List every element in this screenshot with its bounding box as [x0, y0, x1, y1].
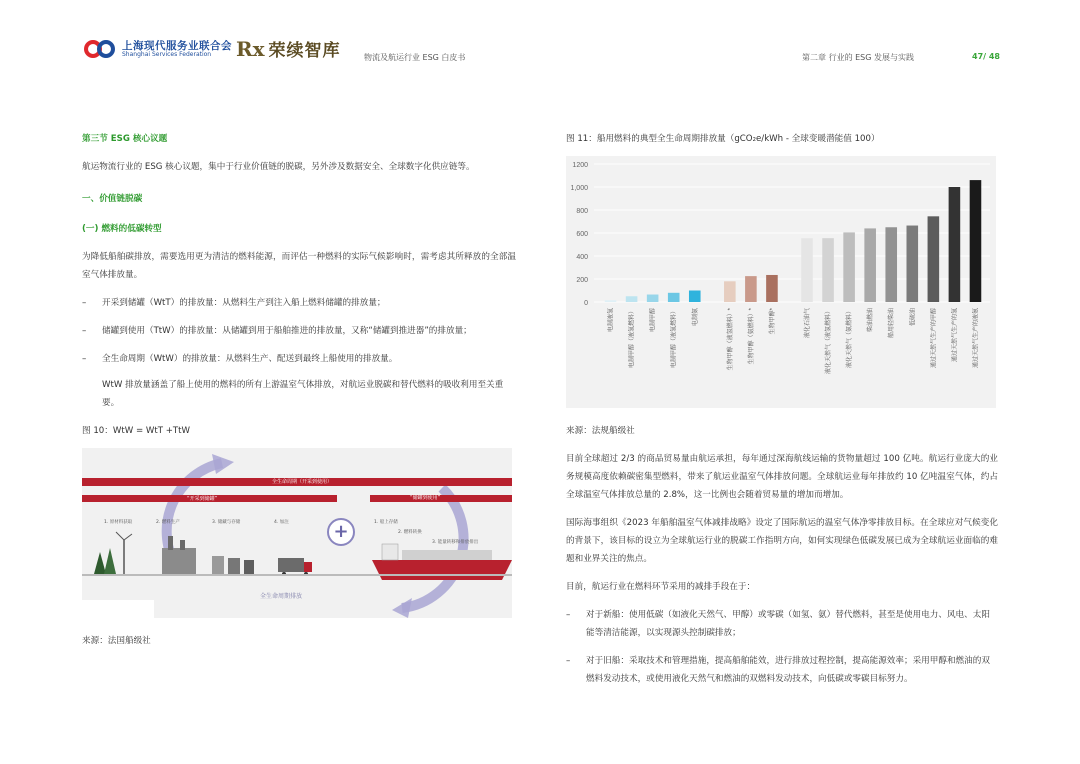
x-tick-label: 电制氨	[692, 308, 699, 327]
bar	[689, 291, 701, 303]
x-tick-label: 液化天然气（液氢燃料）	[826, 308, 833, 375]
bar	[885, 227, 897, 302]
rx-logo-mark: Rx	[236, 36, 265, 61]
bullet-text: 对于新船：使用低碳（如液化天然气、甲醇）或零碳（如氢、氨）替代燃料，甚至是使用电力、风电、太阳能等清洁能源，以实现源头控制碳排放；	[586, 610, 990, 638]
figure-11-source: 来源：法规船级社	[566, 426, 635, 436]
intro-paragraph: 航运物流行业的 ESG 核心议题，集中于行业价值链的脱碳，另外涉及数据安全、全球数字化供应链等。	[82, 162, 475, 172]
ssf-logo-cn: 上海现代服务业联合会	[122, 39, 232, 52]
x-tick-label: 船用轻柴油	[889, 308, 896, 339]
x-tick-label: 液化石油气	[805, 308, 811, 339]
ssf-logo-icon	[84, 36, 116, 62]
bar	[745, 276, 757, 302]
y-tick-label: 1200	[572, 162, 588, 169]
list-item	[82, 322, 516, 340]
figure-10-source: 来源：法国船级社	[82, 636, 151, 646]
x-tick-label: 生物甲醇（液氢燃料）*	[727, 308, 734, 371]
ssf-logo-en: Shanghai Services Federation	[122, 50, 212, 58]
bar	[907, 226, 919, 302]
step-label: 2. 燃料转换	[398, 530, 422, 535]
y-tick-label: 600	[576, 231, 588, 238]
step-label: 4. 加注	[274, 520, 289, 525]
paragraph-wtw: WtW 排放量涵盖了船上使用的燃料的所有上游温室气体排放，对航运业脱碳和替代燃料的吸收利用至关重要。	[102, 380, 504, 408]
rx-logo-text: 荣续智库	[268, 41, 341, 61]
rx-logo	[236, 36, 341, 61]
lifecycle-band-label: 全生命周期（开采到使用）	[272, 479, 333, 485]
ssf-logo	[84, 36, 232, 62]
step-label: 3. 能量转移和排放排出	[432, 540, 479, 545]
bar	[605, 300, 617, 302]
bullet-dash: –	[82, 354, 87, 364]
x-tick-label: 通过天然气生产的液氨	[973, 308, 980, 369]
step-label: 3. 储藏与存储	[212, 520, 241, 525]
wind-turbine-icon	[116, 532, 132, 574]
bar	[970, 180, 982, 302]
bar	[822, 238, 834, 302]
wtt-band	[82, 495, 337, 502]
figure-10-diagram	[82, 448, 512, 618]
x-tick-label: 生物甲醇（氨燃料）*	[748, 308, 755, 365]
y-tick-label: 800	[576, 208, 588, 215]
y-tick-label: 200	[576, 277, 588, 284]
figure-mask	[82, 600, 154, 618]
y-tick-label: 400	[576, 254, 588, 261]
bullet-dash: –	[566, 610, 571, 620]
lifecycle-band	[82, 478, 512, 486]
ground-line	[82, 574, 512, 576]
bullet-text: 储罐到使用（TtW）的排放量：从储罐到用于船舶推进的排放量，又称“储罐到推进器”的排放量；	[102, 326, 472, 336]
paragraph-fuel: 为降低船舶碳排放，需要选用更为清洁的燃料能源，而评估一种燃料的实际气候影响时，需考虑其所释放的全部温室气体排放量。	[82, 252, 516, 280]
bar	[864, 228, 876, 302]
bar	[843, 232, 855, 302]
y-tick-label: 0	[584, 300, 588, 307]
bar	[949, 187, 961, 302]
heading-fuel-transition: (一) 燃料的低碳转型	[82, 224, 162, 234]
bar	[724, 281, 736, 302]
x-tick-label: 液化天然气（氨燃料）	[847, 308, 854, 369]
emissions-bar-chart	[566, 156, 996, 408]
wtt-band-label: “开采到储罐”	[187, 496, 218, 502]
bullet-text: 全生命周期（WtW）的排放量：从燃料生产、配送到最终上船使用的排放量。	[102, 354, 398, 364]
step-label: 1. 船上存储	[374, 520, 398, 525]
x-tick-label: 低硫油	[910, 308, 917, 327]
paragraph-shipping-scale: 目前全球超过 2/3 的商品贸易量由航运承担，每年通过深海航线运输的货物量超过 100 亿吨。航运行业庞大的业务规模高度依赖碳密集型燃料，带来了航运业温室气体排放问题。全球航运业每年排放约 10 亿吨温室气体，约占全球温室气体排放总量的 2.8%，这一比例也会随着贸易量的增加而增加。	[566, 454, 998, 500]
bar	[668, 293, 680, 302]
storage-tanks-icon	[212, 556, 254, 574]
bullet-text: 对于旧船：采取技术和管理措施，提高船舶能效，进行排放过程控制，提高能源效率；采用甲醇和燃油的双燃料发动技术，或使用液化天然气和燃油的双燃料发动技术，向低碳或零碳目标努力。	[586, 656, 990, 684]
chapter-title: 第二章 行业的 ESG 发展与实践	[802, 53, 914, 62]
heading-value-chain: 一、价值链脱碳	[82, 194, 143, 204]
list-item	[82, 294, 516, 312]
lifecycle-emissions-label: 全生命周期排放	[260, 593, 303, 600]
x-tick-label: 通过天然气生产的氢	[952, 308, 959, 363]
bullet-dash: –	[566, 656, 571, 666]
bullet-dash: –	[82, 326, 87, 336]
figure-10-caption: 图 10：WtW = WtT +TtW	[82, 426, 191, 436]
y-tick-label: 1,000	[570, 185, 588, 192]
list-item	[82, 350, 516, 368]
bar	[647, 295, 659, 302]
x-tick-label: 通过天然气生产的甲醇	[931, 308, 938, 369]
document-title: 物流及航运行业 ESG 白皮书	[364, 53, 466, 62]
x-tick-label: 生物甲醇*	[769, 308, 776, 335]
bullet-dash: –	[82, 298, 87, 308]
plus-icon: +	[327, 518, 355, 546]
x-tick-label: 电制甲醇（液氢燃料）	[629, 308, 636, 369]
x-tick-label: 电制甲醇	[650, 308, 657, 333]
right-column	[566, 130, 998, 688]
page-number: 47/ 48	[972, 52, 1000, 61]
bar	[801, 238, 813, 302]
left-column	[82, 130, 516, 650]
x-tick-label: 电制液氢	[608, 308, 615, 333]
step-label: 2. 燃料生产	[156, 520, 180, 525]
trees-icon	[94, 548, 116, 574]
ttw-band	[370, 495, 512, 502]
list-item	[566, 606, 998, 642]
figure-11-caption: 图 11：船用燃料的典型全生命周期排放量（gCO₂e/kWh - 全球变暖潜能值 100）	[566, 134, 880, 144]
page-header	[84, 34, 1000, 70]
list-item	[566, 652, 998, 688]
bar	[626, 296, 638, 302]
figure-11-chart	[566, 156, 996, 408]
bar	[766, 275, 778, 302]
x-tick-label: 电制甲醇（液氢燃料）	[671, 308, 678, 369]
x-tick-label: 柴油燃油	[868, 308, 875, 333]
bullet-text: 开采到储罐（WtT）的排放量：从燃料生产到注入船上燃料储罐的排放量；	[102, 298, 386, 308]
bar	[928, 216, 940, 302]
paragraph-imo-strategy: 国际海事组织《2023 年船舶温室气体减排战略》设定了国际航运的温室气体净零排放目标。在全球应对气候变化的背景下，该目标的设立为全球航运行业的脱碳工作指明方向，如何实现绿色低碳发展已成为全球航运业面临的难题和业界关注的焦点。	[566, 518, 998, 564]
paragraph-measures-intro: 目前，航运行业在燃料环节采用的减排手段在于：	[566, 582, 756, 592]
section-title: 第三节 ESG 核心议题	[82, 134, 168, 144]
step-label: 1. 原材料获取	[104, 520, 133, 525]
ttw-band-label: “储罐到使用”	[410, 495, 441, 501]
